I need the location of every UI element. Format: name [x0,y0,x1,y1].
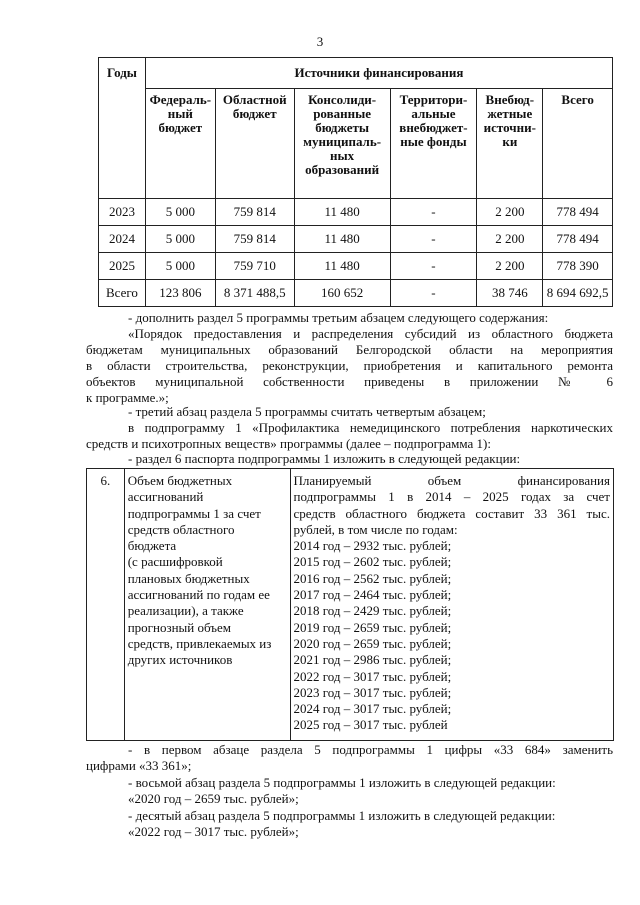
header-line: рованные [313,106,372,121]
funding-year-line: 2025 год – 3017 тыс. рублей [293,717,448,733]
section-funding-details [290,469,613,741]
cell-territorial: - [390,253,477,280]
paragraph-subprogram-line1: в подпрограмму 1 «Профилактика немедицинского потребления наркотических [128,420,613,435]
paragraph-third-para: - третий абзац раздела 5 программы считать четвертым абзацем; [128,404,486,419]
header-sources: Источники финансирования [145,58,612,89]
paragraph-line: в области строительства, реконструкции, приобретения и капитального ремонта [86,358,613,373]
header-line: бюджеты [315,120,370,135]
cell-total: 778 390 [543,253,613,280]
header-regional [215,89,294,199]
funding-year-line: 2015 год – 2602 тыс. рублей; [293,554,452,570]
funding-table [98,57,613,307]
header-line: Территори- [399,92,468,107]
sub-header-row [99,89,613,199]
paragraph-line: бюджетам муниципальных образований Белгородской области на мероприятия [86,342,613,357]
description-line: ассигнований по годам ее [127,587,270,603]
header-line: ные фонды [400,134,467,149]
funding-table-body [99,199,613,307]
header-line: источни- [483,120,536,135]
cell-municipal: 11 480 [294,253,390,280]
cell-extra: 2 200 [477,199,543,226]
header-total [543,89,613,199]
paragraph-subprogram-line2: средств и психотропных веществ» программы (далее – подпрограмма 1): [86,436,491,451]
header-line: Всего [561,92,594,107]
cell-territorial: - [390,199,477,226]
header-line: ки [502,134,518,149]
paragraph-first-para-line2: цифрами «33 361»; [86,758,192,773]
cell-regional: 759 814 [215,226,294,253]
description-line: подпрограммы 1 за счет [127,505,261,521]
cell-extra: 2 200 [477,226,543,253]
cell-total: 8 694 692,5 [543,280,613,307]
header-line: бюджет [232,106,277,121]
funding-year-line: 2018 год – 2429 тыс. рублей; [293,603,452,619]
cell-regional: 8 371 488,5 [215,280,294,307]
table-row [99,226,613,253]
section-6-table [86,468,614,741]
header-line: Федераль- [149,92,212,107]
header-line: внебюджет- [399,120,468,135]
cell-total: 778 494 [543,199,613,226]
cell-year: 2024 [99,226,146,253]
description-line: бюджета [127,538,177,554]
table-row [99,253,613,280]
description-line: плановых бюджетных [127,570,250,586]
paragraph-first-para-line1: - в первом абзаце раздела 5 подпрограммы 1 цифры «33 684» заменить [128,742,613,757]
header-territorial [390,89,477,199]
section-number: 6. [87,469,125,741]
cell-year: 2025 [99,253,146,280]
header-line: ных [330,148,355,163]
cell-regional: 759 710 [215,253,294,280]
header-line: альные [411,106,456,121]
cell-regional: 759 814 [215,199,294,226]
cell-extra: 2 200 [477,253,543,280]
cell-federal: 5 000 [145,226,215,253]
paragraph-tenth-value: «2022 год – 3017 тыс. рублей»; [128,824,299,839]
header-line: ный [167,106,193,121]
funding-year-line: 2023 год – 3017 тыс. рублей; [293,684,452,700]
cell-municipal: 160 652 [294,280,390,307]
header-line: бюджет [158,120,203,135]
header-federal [145,89,215,199]
header-line: образований [305,162,380,177]
header-extrabudget [477,89,543,199]
description-line: (с расшифровкой [127,554,223,570]
funding-year-line: 2014 год – 2932 тыс. рублей; [293,538,452,554]
paragraph-eighth-value: «2020 год – 2659 тыс. рублей»; [128,791,299,806]
paragraph-eighth-para: - восьмой абзац раздела 5 подпрограммы 1 изложить в следующей редакции: [128,775,556,790]
cell-year: Всего [99,280,146,307]
description-line: реализации), а также [127,603,244,619]
funding-line: подпрограммы 1 в 2014 – 2025 годах за счет [293,489,610,505]
funding-year-line: 2020 год – 2659 тыс. рублей; [293,635,452,651]
header-line: Областной [222,92,287,107]
cell-federal: 123 806 [145,280,215,307]
description-line: Объем бюджетных [127,473,233,488]
paragraph-subsidies [86,326,613,406]
funding-year-line: 2016 год – 2562 тыс. рублей; [293,570,452,586]
cell-municipal: 11 480 [294,226,390,253]
funding-year-line: 2019 год – 2659 тыс. рублей; [293,619,452,635]
description-line: ассигнований [127,489,204,505]
funding-year-line: 2022 год – 3017 тыс. рублей; [293,668,452,684]
cell-extra: 38 746 [477,280,543,307]
header-municipal [294,89,390,199]
funding-year-line: 2021 год – 2986 тыс. рублей; [293,652,452,668]
funding-year-line: 2017 год – 2464 тыс. рублей; [293,587,452,603]
description-line: средств, привлекаемых из [127,635,272,651]
paragraph-tenth-para: - десятый абзац раздела 5 подпрограммы 1 изложить в следующей редакции: [128,808,556,823]
paragraph-section6: - раздел 6 паспорта подпрограммы 1 изложить в следующей редакции: [128,451,521,466]
description-line: средств областного [127,521,235,537]
funding-year-line: рублей, в том числе по годам: [293,521,458,537]
cell-municipal: 11 480 [294,199,390,226]
funding-line: Планируемый объем финансирования [293,473,610,488]
header-line: Консолиди- [308,92,377,107]
cell-federal: 5 000 [145,199,215,226]
paragraph-line: к программе.»; [86,390,169,405]
funding-line: средств областного бюджета составит 33 361 тыс. [293,505,610,521]
header-line: Внебюд- [485,92,535,107]
description-line: прогнозный объем [127,619,232,635]
paragraph-line: объектов муниципальной собственности приведены в приложении № 6 [86,374,613,389]
cell-territorial: - [390,280,477,307]
funding-year-line: 2024 год – 3017 тыс. рублей; [293,701,452,717]
header-years: Годы [99,58,146,199]
table-row [99,199,613,226]
cell-territorial: - [390,226,477,253]
description-line: других источников [127,652,233,668]
cell-year: 2023 [99,199,146,226]
header-line: муниципаль- [303,134,382,149]
paragraph-add-section: - дополнить раздел 5 программы третьим абзацем следующего содержания: [128,310,549,325]
page-number: 3 [316,34,324,49]
paragraph-line: «Порядок предоставления и распределения субсидий из областного бюджета [128,326,613,341]
section-description [124,469,290,741]
cell-total: 778 494 [543,226,613,253]
cell-federal: 5 000 [145,253,215,280]
header-line: жетные [487,106,533,121]
table-row [99,280,613,307]
